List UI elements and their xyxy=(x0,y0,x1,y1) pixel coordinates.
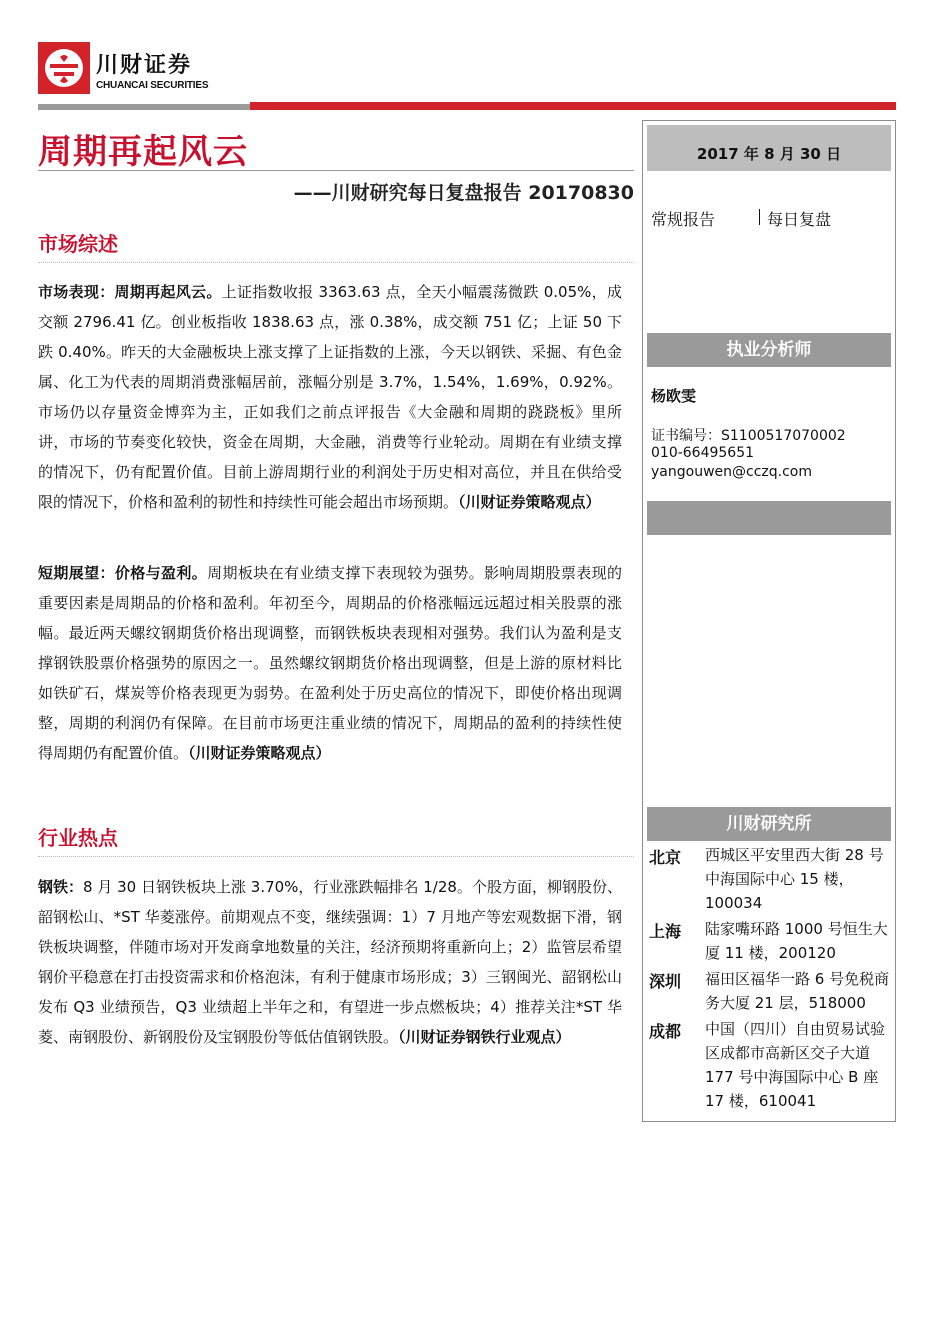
office-city-shenzhen: 深圳 xyxy=(649,972,682,991)
brand-name-cn: 川财证券 xyxy=(96,53,193,78)
title-divider xyxy=(38,170,634,171)
brand-name-en: CHUANCAI SECURITIES xyxy=(96,80,209,91)
paragraph-body: 上证指数收报 3363.63 点，全天小幅震荡微跌 0.05%，成交额 2796.41 亿。创业板指收 1838.63 点，涨 0.38%，成交额 751 亿；上证 50 下跌 0.40%。昨天的大金融板块上涨支撑了上证指数的上涨，今天以钢铁、采掘、有色金属、化工为代表的周期消费涨幅居前，涨幅分别是 3.7%，1.54%，1.69%，0.92%。市场仍以存量资金博弈为主，正如我们之前点评报告《大金融和周期的跷跷板》里所讲，市场的节奏变化较快，资金在周期，大金融，消费等行业轮动。周期在有业绩支撑的情况下，仍有配置价值。目前上游周期行业的利润处于历史相对高位，并且在供给受限的情况下，价格和盈利的韧性和持续性可能会超出市场预期。 xyxy=(38,283,622,511)
section-divider xyxy=(38,262,634,263)
analyst-phone: 010-66495651 xyxy=(651,445,755,461)
sidebar-panel xyxy=(642,120,896,1122)
paragraph-lead: 市场表现：周期再起风云。 xyxy=(38,283,222,301)
analyst-email: yangouwen@cczq.com xyxy=(651,464,812,480)
header-gray-bar xyxy=(38,104,250,110)
analyst-name: 杨欧雯 xyxy=(651,387,697,405)
header-red-bar xyxy=(250,102,896,110)
brand-logo xyxy=(38,42,298,100)
page-title: 周期再起风云 xyxy=(38,132,248,172)
office-city-shanghai: 上海 xyxy=(649,922,682,941)
sidebar-date-box xyxy=(647,125,891,171)
paragraph-tag: （川财证券钢铁行业观点） xyxy=(398,1028,571,1046)
paragraph-lead: 钢铁： xyxy=(38,878,84,896)
paragraph-tag: （川财证券策略观点） xyxy=(458,493,601,511)
analyst-band: 执业分析师 xyxy=(647,333,891,367)
office-address-beijing: 西城区平安里西大街 28 号中海国际中心 15 楼，100034 xyxy=(705,846,884,912)
paragraph-market-performance xyxy=(38,277,622,517)
page-subtitle: ——川财研究每日复盘报告 20170830 xyxy=(293,182,634,204)
office-city-beijing: 北京 xyxy=(649,848,682,867)
section-divider xyxy=(38,856,634,857)
paragraph-steel xyxy=(38,872,622,1052)
paragraph-tag: （川财证券策略观点） xyxy=(188,744,331,762)
office-address-shanghai: 陆家嘴环路 1000 号恒生大厦 11 楼，200120 xyxy=(705,920,888,962)
section-heading-market-overview: 市场综述 xyxy=(38,232,118,256)
institute-band: 川财研究所 xyxy=(647,807,891,841)
office-city-chengdu: 成都 xyxy=(649,1022,682,1041)
paragraph-lead: 短期展望：价格与盈利。 xyxy=(38,564,208,582)
office-address-shenzhen: 福田区福华一路 6 号免税商务大厦 21 层，518000 xyxy=(705,970,890,1012)
report-type: 常规报告 xyxy=(651,210,716,229)
paragraph-body: 8 月 30 日钢铁板块上涨 3.70%，行业涨跌幅排名 1/28。个股方面，柳钢股份、韶钢松山、*ST 华菱涨停。前期观点不变，继续强调：1）7 月地产等宏观数据下滑，钢铁板块调整，伴随市场对开发商拿地数量的关注，经济预期将重新向上；2）监管层希望钢价平稳意在打击投资需求和价格泡沫，有利于健康市场形成；3）三钢闽光、韶钢松山发布 Q3 业绩预告，Q3 业绩超上半年之和，有望进一步点燃板块；4）推荐关注*ST 华菱、南钢股份、新钢股份及宝钢股份等低估值钢铁股。 xyxy=(38,878,622,1046)
chuancai-logo-icon xyxy=(38,42,90,94)
paragraph-body: 周期板块在有业绩支撑下表现较为强势。影响周期股票表现的重要因素是周期品的价格和盈利。年初至今，周期品的价格涨幅远远超过相关股票的涨幅。最近两天螺纹钢期货价格出现调整，而钢铁板块表现相对强势。我们认为盈利是支撑钢铁股票价格强势的原因之一。虽然螺纹钢期货价格出现调整，但是上游的原材料比如铁矿石，煤炭等价格表现更为弱势。在盈利处于历史高位的情况下，即使价格出现调整，周期的利润仍有保障。在目前市场更注重业绩的情况下，周期品的盈利的持续性使得周期仍有配置价值。 xyxy=(38,564,622,762)
section-heading-industry-hot: 行业热点 xyxy=(38,826,118,850)
office-address-chengdu: 中国（四川）自由贸易试验区成都市高新区交子大道 177 号中海国际中心 B 座 17 楼，610041 xyxy=(705,1020,886,1110)
report-type-separator xyxy=(759,209,760,225)
paragraph-short-term-outlook xyxy=(38,558,622,768)
analyst-cert: 证书编号：S1100517070002 xyxy=(651,428,846,444)
sidebar-blank-band xyxy=(647,501,891,535)
report-date: 2017 年 8 月 30 日 xyxy=(696,145,842,163)
report-subtype: 每日复盘 xyxy=(767,210,832,229)
